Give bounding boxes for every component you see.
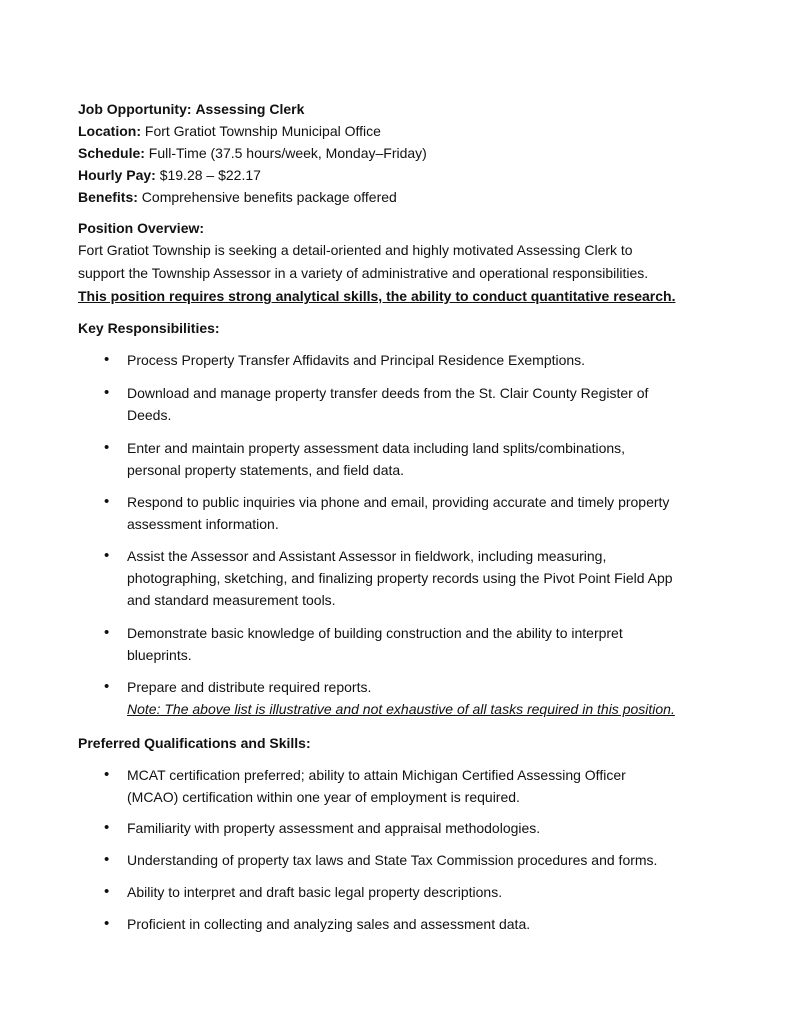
responsibility-line: Respond to public inquiries via phone and email, providing accurate and timely property [127,494,670,510]
responsibility-line: personal property statements, and field data. [127,462,405,478]
location-line [78,121,381,141]
qualifications-heading: Preferred Qualifications and Skills: [78,735,311,751]
responsibility-line: Process Property Transfer Affidavits and Principal Residence Exemptions. [127,352,586,368]
qualification-line: (MCAO) certification within one year of employment is required. [127,789,520,805]
responsibilities-heading: Key Responsibilities: [78,320,220,336]
bullet-glyph: • [104,439,110,456]
pay-label: Hourly Pay: [78,167,156,183]
responsibility-line: Prepare and distribute required reports. [127,679,372,695]
job-title-label: Job Opportunity: [78,101,192,117]
responsibility-line: photographing, sketching, and finalizing property records using the Pivot Point Field App [127,570,673,586]
schedule-label: Schedule: [78,145,145,161]
responsibilities-note: Note: The above list is illustrative and not exhaustive of all tasks required in this position. [127,701,675,717]
responsibility-line: and standard measurement tools. [127,592,336,608]
responsibility-line: Assist the Assessor and Assistant Assessor in fieldwork, including measuring, [127,548,607,564]
overview-line-1: Fort Gratiot Township is seeking a detail-oriented and highly motivated Assessing Clerk to [78,242,633,258]
overview-line-2: support the Township Assessor in a variety of administrative and operational responsibilities. [78,265,649,281]
qualification-line: Proficient in collecting and analyzing sales and assessment data. [127,916,531,932]
schedule-line [78,143,427,163]
bullet-glyph: • [104,624,110,641]
bullet-glyph: • [104,678,110,695]
responsibility-line: Deeds. [127,407,172,423]
benefits-label: Benefits: [78,189,138,205]
schedule-value: Full-Time (37.5 hours/week, Monday–Friday) [148,145,427,161]
responsibility-line: Download and manage property transfer deeds from the St. Clair County Register of [127,385,649,401]
pay-line [78,165,261,185]
bullet-glyph: • [104,915,110,932]
job-title-value: Assessing Clerk [195,101,305,117]
qualification-line: Understanding of property tax laws and State Tax Commission procedures and forms. [127,852,658,868]
bullet-glyph: • [104,851,110,868]
responsibility-line: blueprints. [127,647,192,663]
bullet-glyph: • [104,883,110,900]
bullet-glyph: • [104,766,110,783]
location-value: Fort Gratiot Township Municipal Office [144,123,381,139]
bullet-glyph: • [104,819,110,836]
benefits-line [78,187,397,207]
qualification-line: Familiarity with property assessment and appraisal methodologies. [127,820,541,836]
bullet-glyph: • [104,493,110,510]
qualification-line: Ability to interpret and draft basic legal property descriptions. [127,884,503,900]
location-label: Location: [78,123,141,139]
responsibility-line: Demonstrate basic knowledge of building construction and the ability to interpret [127,625,623,641]
overview-emphasis: This position requires strong analytical skills, the ability to conduct quantitative research. [78,288,676,304]
bullet-glyph: • [104,384,110,401]
benefits-value: Comprehensive benefits package offered [141,189,397,205]
qualification-line: MCAT certification preferred; ability to attain Michigan Certified Assessing Officer [127,767,626,783]
responsibility-line: assessment information. [127,516,279,532]
job-title-line [78,99,304,119]
bullet-glyph: • [104,547,110,564]
overview-heading: Position Overview: [78,220,205,236]
bullet-glyph: • [104,351,110,368]
pay-value: $19.28 – $22.17 [159,167,261,183]
responsibility-line: Enter and maintain property assessment data including land splits/combinations, [127,440,626,456]
